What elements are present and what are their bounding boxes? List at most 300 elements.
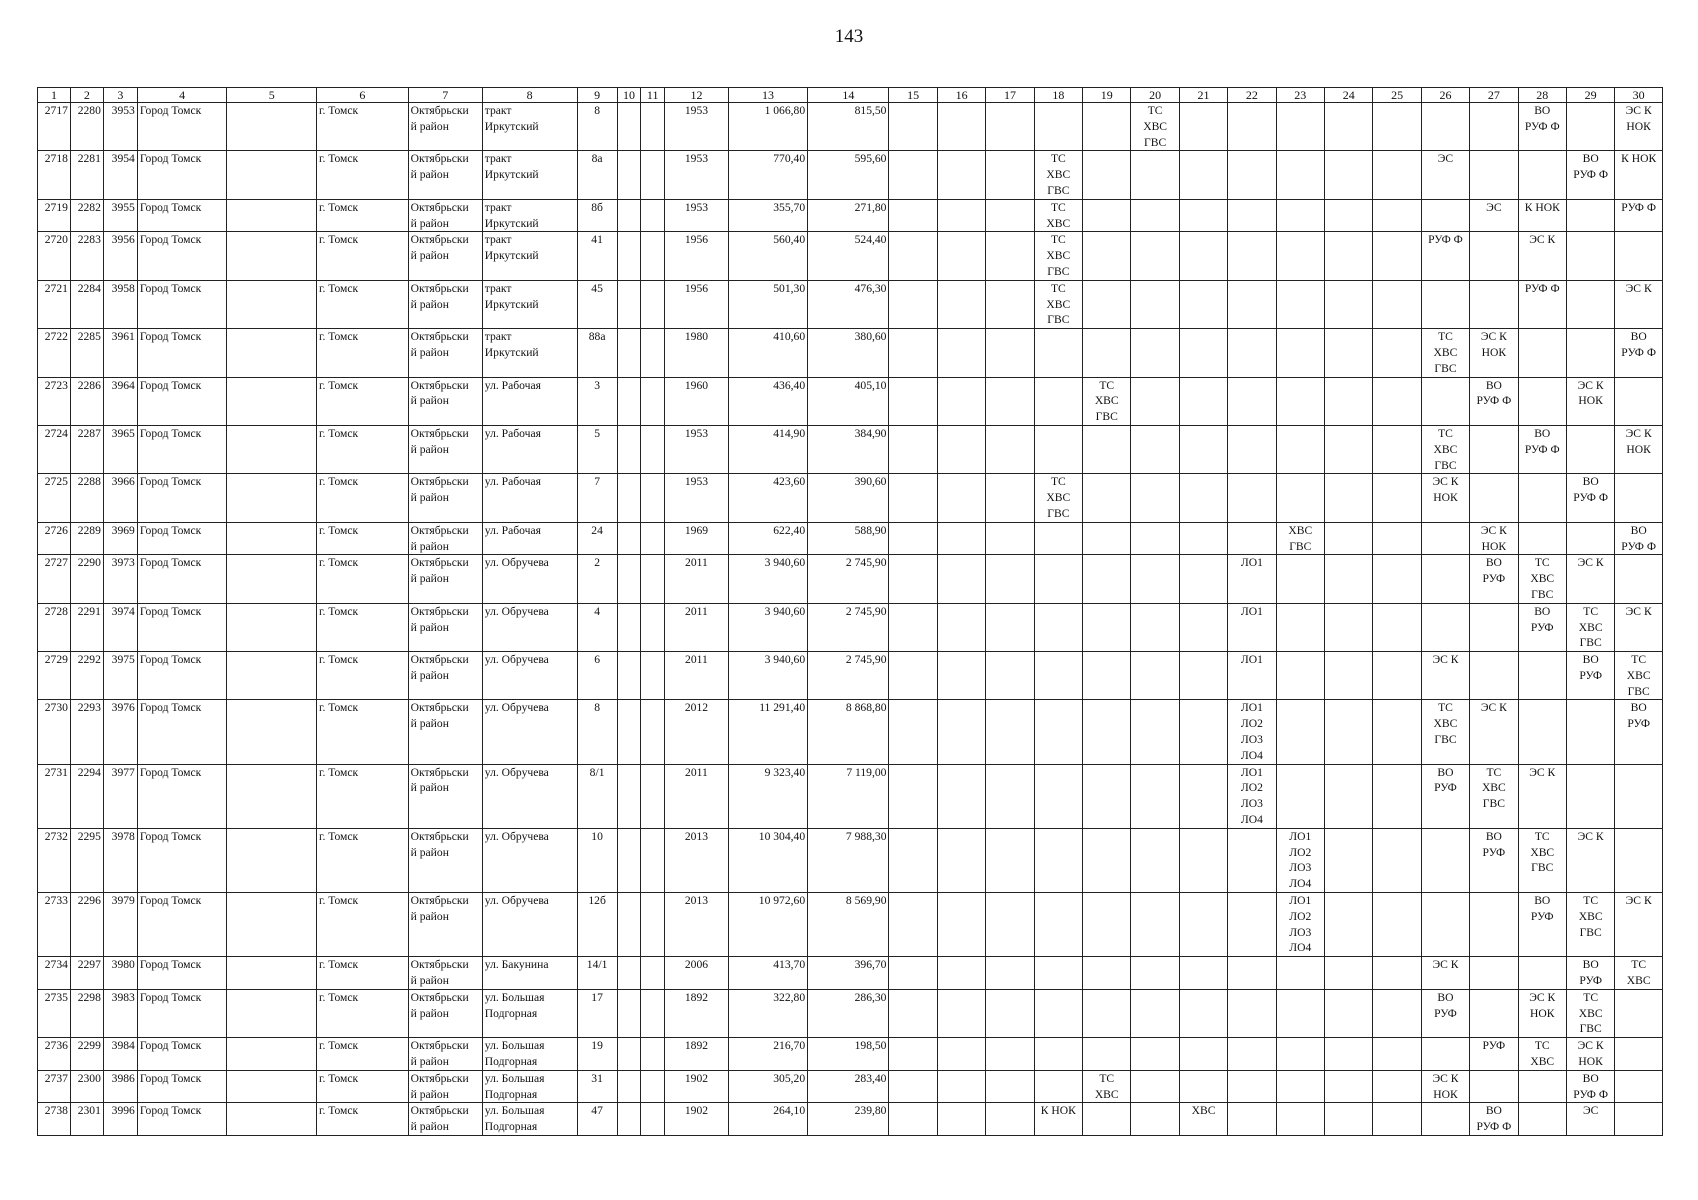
cell-col-4: Город Томск — [137, 474, 227, 522]
cell-line: РУФ Ф — [1573, 491, 1609, 505]
cell-line: тракт — [484, 233, 512, 247]
cell-col-17 — [986, 377, 1034, 425]
cell-col-4: Город Томск — [137, 603, 227, 651]
cell-col-15 — [889, 652, 937, 700]
cell-col-14: 396,70 — [808, 957, 889, 990]
cell-col-6: г. Томск — [317, 764, 409, 828]
cell-col-19 — [1083, 377, 1131, 425]
cell-col-11 — [641, 764, 665, 828]
cell-line: ТС — [1050, 475, 1066, 489]
cell-col-14: 7 988,30 — [808, 828, 889, 892]
cell-col-25 — [1373, 425, 1421, 473]
cell-line: Иркутский — [484, 216, 539, 230]
cell-col-29 — [1566, 280, 1614, 328]
cell-col-11 — [641, 522, 665, 555]
cell-col-23 — [1276, 474, 1324, 522]
cell-col-22 — [1228, 280, 1276, 328]
cell-col-25 — [1373, 151, 1421, 199]
cell-col-18 — [1034, 989, 1082, 1037]
cell-col-24 — [1325, 989, 1373, 1037]
cell-col-23 — [1276, 555, 1324, 603]
cell-col-22 — [1228, 1070, 1276, 1103]
cell-line: Октябрьски — [410, 233, 469, 247]
cell-col-10 — [617, 764, 641, 828]
cell-col-9: 17 — [577, 989, 617, 1037]
cell-col-10 — [617, 103, 641, 151]
cell-col-15 — [889, 603, 937, 651]
cell-col-4: Город Томск — [137, 151, 227, 199]
column-header-22: 22 — [1228, 88, 1276, 103]
cell-col-26 — [1421, 764, 1469, 828]
cell-col-4: Город Томск — [137, 828, 227, 892]
cell-col-15 — [889, 1070, 937, 1103]
cell-col-28 — [1518, 377, 1566, 425]
cell-col-24 — [1325, 199, 1373, 232]
table-row — [38, 329, 1663, 377]
cell-col-17 — [986, 989, 1034, 1037]
cell-col-29 — [1566, 555, 1614, 603]
cell-col-22 — [1228, 522, 1276, 555]
cell-col-7 — [408, 199, 482, 232]
cell-col-2: 2284 — [70, 280, 103, 328]
cell-col-29 — [1566, 764, 1614, 828]
cell-line: ВО — [1534, 604, 1551, 618]
cell-line: НОК — [1626, 119, 1651, 133]
cell-line: ВО — [1485, 378, 1502, 392]
cell-line: й район — [410, 442, 449, 456]
cell-col-15 — [889, 764, 937, 828]
cell-col-5 — [227, 603, 317, 651]
cell-line: ул. Рабочая — [484, 378, 541, 392]
cell-col-18 — [1034, 151, 1082, 199]
table-row — [38, 603, 1663, 651]
cell-col-19 — [1083, 199, 1131, 232]
cell-col-25 — [1373, 652, 1421, 700]
cell-line: Октябрьски — [410, 829, 469, 843]
cell-col-27 — [1470, 893, 1518, 957]
cell-col-26 — [1421, 1070, 1469, 1103]
cell-col-21 — [1179, 1070, 1227, 1103]
cell-col-9: 14/1 — [577, 957, 617, 990]
cell-col-17 — [986, 700, 1034, 764]
cell-col-1: 2732 — [38, 828, 71, 892]
cell-col-12: 1953 — [665, 103, 729, 151]
cell-col-12: 2011 — [665, 652, 729, 700]
cell-col-13: 10 304,40 — [728, 828, 807, 892]
cell-col-14: 405,10 — [808, 377, 889, 425]
cell-col-12: 2013 — [665, 893, 729, 957]
cell-line: ГВС — [1579, 1022, 1602, 1036]
cell-col-21 — [1179, 700, 1227, 764]
cell-line: Октябрьски — [410, 894, 469, 908]
cell-col-30 — [1615, 280, 1663, 328]
cell-col-28 — [1518, 280, 1566, 328]
cell-line: ЭС — [1582, 1104, 1599, 1118]
cell-col-5 — [227, 957, 317, 990]
cell-line: ГВС — [1047, 506, 1070, 520]
cell-col-16 — [937, 828, 985, 892]
cell-col-17 — [986, 828, 1034, 892]
cell-line: ХВС — [1046, 168, 1071, 182]
cell-col-22 — [1228, 199, 1276, 232]
cell-col-30 — [1615, 652, 1663, 700]
cell-line: ТС — [1099, 378, 1115, 392]
cell-col-18 — [1034, 103, 1082, 151]
table-row — [38, 425, 1663, 473]
cell-line: ЭС К — [1625, 426, 1652, 440]
cell-line: НОК — [1530, 1006, 1555, 1020]
cell-col-4: Город Томск — [137, 764, 227, 828]
cell-col-16 — [937, 764, 985, 828]
cell-col-21 — [1179, 425, 1227, 473]
cell-col-25 — [1373, 280, 1421, 328]
cell-col-10 — [617, 989, 641, 1037]
cell-line: ТС — [1583, 990, 1599, 1004]
cell-line: ВО — [1630, 701, 1647, 715]
cell-col-6: г. Томск — [317, 280, 409, 328]
cell-col-17 — [986, 764, 1034, 828]
cell-col-2: 2297 — [70, 957, 103, 990]
cell-col-19 — [1083, 151, 1131, 199]
cell-col-19 — [1083, 280, 1131, 328]
table-row — [38, 522, 1663, 555]
cell-col-5 — [227, 199, 317, 232]
cell-col-13: 305,20 — [728, 1070, 807, 1103]
cell-col-4: Город Томск — [137, 555, 227, 603]
cell-line: ЛО2 — [1240, 781, 1263, 795]
cell-col-15 — [889, 329, 937, 377]
cell-line: ЭС К — [1625, 281, 1652, 295]
cell-col-24 — [1325, 700, 1373, 764]
cell-line: ТС — [1438, 426, 1453, 440]
cell-line: ул. Обручева — [484, 894, 549, 908]
cell-col-29 — [1566, 522, 1614, 555]
cell-col-26 — [1421, 151, 1469, 199]
cell-col-27 — [1470, 199, 1518, 232]
cell-col-2: 2300 — [70, 1070, 103, 1103]
table-row — [38, 1103, 1663, 1136]
cell-line: ТС — [1438, 701, 1453, 715]
cell-col-27 — [1470, 377, 1518, 425]
cell-col-11 — [641, 280, 665, 328]
cell-col-7 — [408, 425, 482, 473]
cell-col-7 — [408, 1070, 482, 1103]
cell-line: Октябрьски — [410, 330, 469, 344]
cell-col-21 — [1179, 474, 1227, 522]
cell-col-6: г. Томск — [317, 828, 409, 892]
cell-col-6: г. Томск — [317, 652, 409, 700]
cell-col-29 — [1566, 377, 1614, 425]
cell-col-1: 2734 — [38, 957, 71, 990]
cell-col-28 — [1518, 893, 1566, 957]
cell-col-22 — [1228, 828, 1276, 892]
cell-line: ХВС — [1578, 620, 1603, 634]
column-header-4: 4 — [137, 88, 227, 103]
cell-col-20 — [1131, 425, 1179, 473]
cell-line: ВО — [1437, 765, 1454, 779]
cell-line: К НОК — [1621, 152, 1657, 166]
cell-col-7 — [408, 232, 482, 280]
cell-line: ХВС — [1046, 297, 1071, 311]
cell-col-7 — [408, 474, 482, 522]
cell-line: ХВС — [1530, 572, 1555, 586]
cell-col-12: 1892 — [665, 989, 729, 1037]
cell-col-6: г. Томск — [317, 555, 409, 603]
cell-col-11 — [641, 957, 665, 990]
cell-col-22 — [1228, 893, 1276, 957]
cell-col-9: 41 — [577, 232, 617, 280]
cell-col-19 — [1083, 1070, 1131, 1103]
cell-col-3: 3979 — [103, 893, 137, 957]
cell-col-11 — [641, 329, 665, 377]
cell-col-21 — [1179, 1038, 1227, 1071]
cell-col-21 — [1179, 522, 1227, 555]
cell-col-7 — [408, 1103, 482, 1136]
cell-col-10 — [617, 151, 641, 199]
cell-col-6: г. Томск — [317, 957, 409, 990]
cell-col-28 — [1518, 522, 1566, 555]
cell-col-28 — [1518, 199, 1566, 232]
cell-line: й район — [410, 620, 449, 634]
cell-col-26 — [1421, 199, 1469, 232]
cell-col-26 — [1421, 652, 1469, 700]
cell-col-23 — [1276, 329, 1324, 377]
cell-col-10 — [617, 652, 641, 700]
cell-col-16 — [937, 522, 985, 555]
cell-col-12: 1953 — [665, 474, 729, 522]
cell-col-22 — [1228, 1103, 1276, 1136]
table-row — [38, 700, 1663, 764]
cell-col-28 — [1518, 603, 1566, 651]
cell-col-24 — [1325, 474, 1373, 522]
cell-col-8 — [482, 232, 577, 280]
cell-line: ул. Бакунина — [484, 958, 549, 972]
cell-col-24 — [1325, 603, 1373, 651]
cell-line: Октябрьски — [410, 604, 469, 618]
cell-line: ГВС — [1047, 183, 1070, 197]
cell-col-30 — [1615, 199, 1663, 232]
cell-line: ЛО4 — [1289, 941, 1312, 955]
cell-col-6: г. Томск — [317, 700, 409, 764]
column-header-19: 19 — [1083, 88, 1131, 103]
cell-col-23 — [1276, 893, 1324, 957]
cell-col-11 — [641, 652, 665, 700]
table-row — [38, 1038, 1663, 1071]
cell-line: ЛО4 — [1240, 813, 1263, 827]
cell-line: РУФ — [1530, 909, 1554, 923]
cell-col-25 — [1373, 103, 1421, 151]
cell-col-25 — [1373, 377, 1421, 425]
cell-line: ЛО2 — [1289, 909, 1312, 923]
table-row — [38, 103, 1663, 151]
cell-line: ХВС — [1530, 1055, 1555, 1069]
cell-line: ХВС — [1094, 1087, 1119, 1101]
cell-col-3: 3980 — [103, 957, 137, 990]
column-header-17: 17 — [986, 88, 1034, 103]
cell-col-3: 3978 — [103, 828, 137, 892]
cell-col-26 — [1421, 555, 1469, 603]
cell-col-26 — [1421, 828, 1469, 892]
cell-col-10 — [617, 1038, 641, 1071]
cell-line: ЛО3 — [1240, 733, 1263, 747]
cell-col-13: 322,80 — [728, 989, 807, 1037]
cell-line: Октябрьски — [410, 1039, 469, 1053]
cell-col-12: 1960 — [665, 377, 729, 425]
cell-line: РУФ Ф — [1524, 281, 1560, 295]
cell-col-23 — [1276, 828, 1324, 892]
cell-line: Октябрьски — [410, 765, 469, 779]
cell-col-10 — [617, 957, 641, 990]
cell-col-12: 2011 — [665, 603, 729, 651]
cell-line: РУФ Ф — [1621, 345, 1657, 359]
cell-col-6: г. Томск — [317, 474, 409, 522]
cell-line: Октябрьски — [410, 523, 469, 537]
cell-col-8 — [482, 700, 577, 764]
cell-col-14: 815,50 — [808, 103, 889, 151]
cell-col-11 — [641, 425, 665, 473]
cell-col-10 — [617, 280, 641, 328]
cell-col-6: г. Томск — [317, 199, 409, 232]
cell-col-28 — [1518, 700, 1566, 764]
cell-col-9: 31 — [577, 1070, 617, 1103]
cell-col-14: 7 119,00 — [808, 764, 889, 828]
cell-col-14: 390,60 — [808, 474, 889, 522]
cell-line: РУФ — [1579, 974, 1602, 988]
cell-line: Подгорная — [484, 1055, 538, 1069]
cell-col-17 — [986, 522, 1034, 555]
cell-col-12: 1902 — [665, 1103, 729, 1136]
cell-col-16 — [937, 232, 985, 280]
cell-col-2: 2301 — [70, 1103, 103, 1136]
cell-col-27 — [1470, 1038, 1518, 1071]
cell-line: й район — [410, 1087, 449, 1101]
cell-line: й район — [410, 394, 449, 408]
column-number-row — [38, 88, 1663, 103]
cell-line: ул. Обручева — [484, 829, 549, 843]
cell-col-13: 3 940,60 — [728, 555, 807, 603]
column-header-24: 24 — [1325, 88, 1373, 103]
cell-col-11 — [641, 232, 665, 280]
cell-col-28 — [1518, 151, 1566, 199]
cell-col-17 — [986, 555, 1034, 603]
cell-col-9: 12б — [577, 893, 617, 957]
cell-col-23 — [1276, 652, 1324, 700]
cell-col-28 — [1518, 764, 1566, 828]
cell-col-3: 3956 — [103, 232, 137, 280]
cell-line: ВО — [1582, 475, 1599, 489]
cell-col-1: 2726 — [38, 522, 71, 555]
cell-col-14: 476,30 — [808, 280, 889, 328]
cell-line: й район — [410, 845, 449, 859]
cell-col-30 — [1615, 989, 1663, 1037]
cell-line: ЭС К — [1625, 104, 1652, 117]
cell-col-30 — [1615, 474, 1663, 522]
cell-col-20 — [1131, 232, 1179, 280]
cell-col-5 — [227, 989, 317, 1037]
cell-col-17 — [986, 199, 1034, 232]
cell-line: Октябрьски — [410, 1071, 469, 1085]
cell-line: й район — [410, 974, 449, 988]
cell-col-2: 2299 — [70, 1038, 103, 1071]
cell-col-1: 2725 — [38, 474, 71, 522]
cell-col-3: 3966 — [103, 474, 137, 522]
cell-col-20 — [1131, 474, 1179, 522]
cell-col-24 — [1325, 151, 1373, 199]
cell-col-18 — [1034, 555, 1082, 603]
table-row — [38, 1070, 1663, 1103]
cell-col-13: 501,30 — [728, 280, 807, 328]
page-number: 143 — [834, 26, 864, 47]
cell-col-16 — [937, 151, 985, 199]
cell-col-9: 7 — [577, 474, 617, 522]
cell-line: ТС — [1583, 604, 1599, 618]
cell-col-26 — [1421, 700, 1469, 764]
cell-col-15 — [889, 377, 937, 425]
table-row — [38, 377, 1663, 425]
cell-col-15 — [889, 522, 937, 555]
cell-col-18 — [1034, 522, 1082, 555]
cell-col-20 — [1131, 957, 1179, 990]
cell-line: ЛО1 — [1240, 701, 1263, 715]
cell-line: НОК — [1433, 1087, 1458, 1101]
cell-line: ЭС К — [1625, 604, 1652, 618]
cell-col-19 — [1083, 700, 1131, 764]
cell-col-21 — [1179, 764, 1227, 828]
cell-line: ТС — [1099, 1071, 1115, 1085]
cell-col-14: 2 745,90 — [808, 603, 889, 651]
cell-col-3: 3958 — [103, 280, 137, 328]
cell-line: Октябрьски — [410, 200, 469, 214]
cell-col-13: 3 940,60 — [728, 652, 807, 700]
cell-col-20 — [1131, 377, 1179, 425]
cell-col-30 — [1615, 1070, 1663, 1103]
cell-line: тракт — [484, 281, 512, 295]
column-header-6: 6 — [317, 88, 409, 103]
cell-line: ЭС К — [1529, 990, 1556, 1004]
cell-col-26 — [1421, 377, 1469, 425]
cell-line: ХВС — [1481, 781, 1506, 795]
cell-col-25 — [1373, 603, 1421, 651]
cell-col-4: Город Томск — [137, 893, 227, 957]
column-header-20: 20 — [1131, 88, 1179, 103]
cell-col-5 — [227, 474, 317, 522]
column-header-23: 23 — [1276, 88, 1324, 103]
cell-col-1: 2727 — [38, 555, 71, 603]
cell-line: й район — [410, 539, 449, 553]
cell-col-25 — [1373, 1103, 1421, 1136]
cell-line: РУФ Ф — [1476, 394, 1512, 408]
cell-line: ЛО1 — [1289, 894, 1312, 908]
cell-col-30 — [1615, 522, 1663, 555]
cell-line: ЭС К — [1432, 653, 1459, 667]
cell-line: ЛО2 — [1240, 717, 1263, 731]
cell-col-29 — [1566, 652, 1614, 700]
cell-col-21 — [1179, 329, 1227, 377]
cell-col-28 — [1518, 232, 1566, 280]
cell-line: РУФ — [1627, 717, 1650, 731]
cell-line: К НОК — [1524, 200, 1560, 214]
cell-col-3: 3964 — [103, 377, 137, 425]
cell-col-2: 2288 — [70, 474, 103, 522]
cell-col-4: Город Томск — [137, 1103, 227, 1136]
cell-col-24 — [1325, 522, 1373, 555]
cell-col-2: 2282 — [70, 199, 103, 232]
cell-col-30 — [1615, 957, 1663, 990]
cell-col-18 — [1034, 700, 1082, 764]
cell-line: Иркутский — [484, 119, 539, 133]
cell-line: й район — [410, 781, 449, 795]
cell-col-2: 2295 — [70, 828, 103, 892]
